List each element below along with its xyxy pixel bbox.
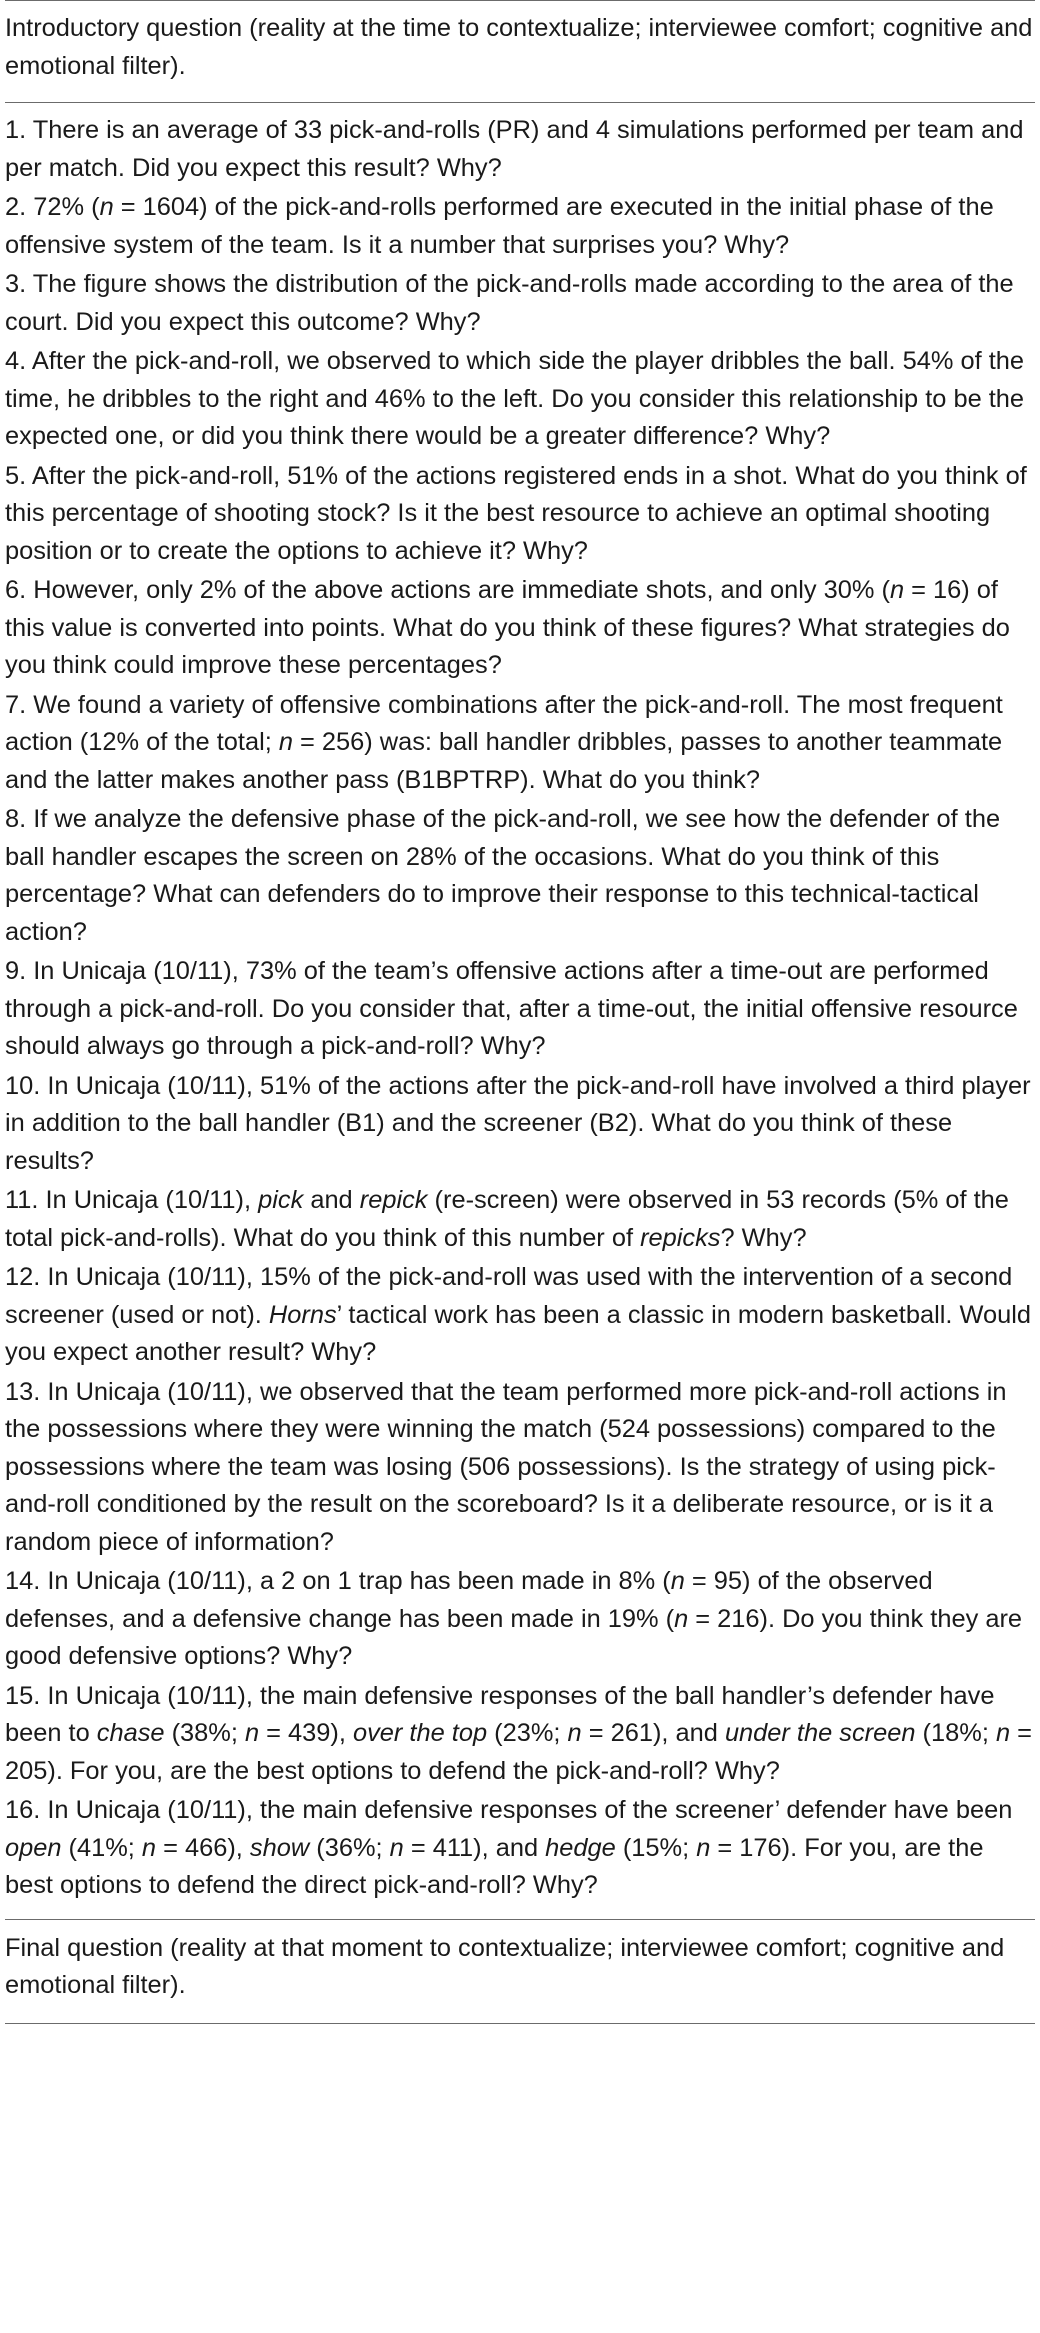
question-item: 5. After the pick-and-roll, 51% of the actions registered ends in a shot. What do you think of this percentage of shooting stock? Is it the best resource to achieve an optimal shooting position or to create the options to achieve it? Why?: [5, 461, 1027, 565]
question-item: 14. In Unicaja (10/11), a 2 on 1 trap has been made in 8% (n = 95) of the observed defenses, and a defensive change has been made in 19% (n = 216). Do you think they are good defensive options? Why?: [5, 1567, 1023, 1670]
question-list: [5, 103, 1035, 1919]
question-item: 7. We found a variety of offensive combinations after the pick-and-roll. The most frequent action (12% of the total; n = 256) was: ball handler dribbles, passes to another teammate and the latter makes another pass (B1BPTRP). What do you think?: [5, 690, 1003, 794]
question-item: 9. In Unicaja (10/11), 73% of the team’s offensive actions after a time-out are performed through a pick-and-roll. Do you consider that, after a time-out, the initial offensive resource should always go through a pick-and-roll? Why?: [5, 957, 1018, 1060]
final-question: Final question (reality at that moment to contextualize; interviewee comfort; cognitive and emotional filter).: [5, 1933, 1005, 1999]
question-item: 16. In Unicaja (10/11), the main defensive responses of the screener’ defender have been open (41%; n = 466), show (36%; n = 411), and hedge (15%; n = 176). For you, are the best options to defend the direct pick-and-roll? Why?: [5, 1796, 1013, 1899]
question-item: 1. There is an average of 33 pick-and-rolls (PR) and 4 simulations performed per team and per match. Did you expect this result? Why?: [5, 116, 1024, 182]
question-item: 13. In Unicaja (10/11), we observed that the team performed more pick-and-roll actions in the possessions where they were winning the match (524 possessions) compared to the possessions where the team was losing (506 possessions). Is the strategy of using pick-and-roll conditioned by the result on the scoreboard? Is it a deliberate resource, or is it a random piece of information?: [5, 1377, 1007, 1556]
bottom-rule: [5, 2023, 1035, 2024]
question-item: 3. The figure shows the distribution of the pick-and-rolls made according to the area of the court. Did you expect this outcome? Why?: [5, 270, 1014, 336]
intro-question: Introductory question (reality at the time to contextualize; interviewee comfort; cognitive and emotional filter).: [5, 14, 1033, 80]
question-item: 10. In Unicaja (10/11), 51% of the actions after the pick-and-roll have involved a third player in addition to the ball handler (B1) and the screener (B2). What do you think of these results?: [5, 1071, 1031, 1175]
question-item: 15. In Unicaja (10/11), the main defensive responses of the ball handler’s defender have been to chase (38%; n = 439), over the top (23%; n = 261), and under the screen (18%; n = 205). For you, are the best options to defend the pick-and-roll? Why?: [5, 1681, 1032, 1785]
question-item: 6. However, only 2% of the above actions are immediate shots, and only 30% (n = 16) of this value is converted into points. What do you think of these figures? What strategies do you think could improve these percentages?: [5, 576, 1010, 679]
question-item: 12. In Unicaja (10/11), 15% of the pick-and-roll was used with the intervention of a second screener (used or not). Horns’ tactical work has been a classic in modern basketball. Would you expect another result? Why?: [5, 1263, 1031, 1366]
question-item: 2. 72% (n = 1604) of the pick-and-rolls performed are executed in the initial phase of the offensive system of the team. Is it a number that surprises you? Why?: [5, 193, 994, 259]
question-item: 11. In Unicaja (10/11), pick and repick (re-screen) were observed in 53 records (5% of the total pick-and-rolls). What do you think of this number of repicks? Why?: [5, 1186, 1009, 1252]
question-item: 8. If we analyze the defensive phase of the pick-and-roll, we see how the defender of the ball handler escapes the screen on 28% of the occasions. What do you think of this percentage? What can defenders do to improve their response to this technical-tactical action?: [5, 805, 1001, 946]
question-item: 4. After the pick-and-roll, we observed to which side the player dribbles the ball. 54% of the time, he dribbles to the right and 46% to the left. Do you consider this relationship to be the expected one, or did you think there would be a greater difference? Why?: [5, 347, 1025, 450]
